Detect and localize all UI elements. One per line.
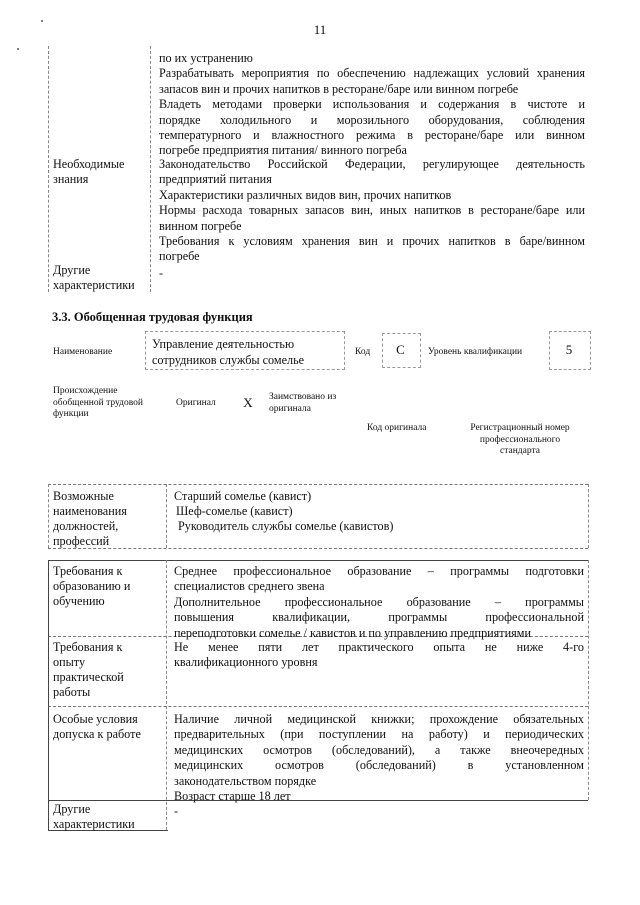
position-item: Шеф-сомелье (кавист): [176, 504, 293, 518]
text-line: порядке холодильного и морозильного оборудования, соблюдения: [159, 112, 585, 127]
reg-number-label: [455, 423, 585, 458]
code-value: C: [396, 342, 405, 357]
name-line: сотрудников службы сомелье: [152, 353, 305, 367]
original-mark: X: [243, 395, 253, 410]
position-item: Старший сомелье (кавист): [174, 489, 312, 503]
label-line: образованию и: [53, 579, 131, 593]
label-line: Заимствовано из: [269, 392, 337, 402]
label-line: знания: [53, 172, 89, 186]
table-border: [588, 560, 589, 800]
origin-label: [53, 386, 163, 421]
other-characteristics-label: [53, 263, 153, 293]
text-line: предприятий питания: [159, 172, 272, 187]
label-line: функции: [53, 409, 89, 419]
text-line: переподготовки сомелье / кавистов и по управлению предприятиями: [174, 625, 531, 640]
text-line: запасов вин и прочих напитков в ресторане/баре или винном погребе: [159, 81, 519, 96]
label-line: Другие: [53, 263, 91, 277]
scan-speck: [17, 48, 19, 50]
label-line: Происхождение: [53, 386, 118, 396]
education-label: [53, 564, 163, 609]
level-label: Уровень квалификации: [428, 347, 523, 357]
code-label: Код: [355, 347, 371, 357]
table-border: [48, 560, 49, 830]
label-line: Необходимые: [53, 157, 125, 171]
label-line: обучению: [53, 594, 105, 608]
page-number: 11: [313, 22, 327, 37]
text-line: Возраст старше 18 лет: [174, 789, 291, 804]
knowledge-cell: [159, 157, 585, 265]
text-line: Не менее пяти лет практического опыта не ниже 4-го: [174, 640, 584, 654]
name-line: Управление деятельностью: [152, 337, 295, 351]
text-line: медицинских осмотров (обследований), а также внеочередных: [174, 742, 584, 757]
label-line: Требования к: [53, 564, 123, 578]
label-line: оригинала: [269, 403, 311, 414]
actions-cell: [159, 51, 585, 159]
text-line: специалистов среднего звена: [174, 579, 325, 594]
row-divider: [48, 706, 588, 707]
table-border: [48, 560, 588, 561]
label-line: опыту: [53, 655, 86, 669]
text-line: Разрабатывать мероприятия по обеспечению надлежащих условий хранения: [159, 66, 585, 81]
label-line: должностей,: [53, 519, 119, 533]
position-item: Руководитель службы сомелье (кавистов): [178, 519, 394, 533]
label-line: стандарта: [500, 446, 540, 456]
label-line: характеристики: [53, 817, 135, 831]
table-border: [48, 484, 588, 485]
experience-label: [53, 640, 163, 700]
section-heading: 3.3. Обобщенная трудовая функция: [52, 310, 253, 324]
text-line: Дополнительное профессиональное образование – программы: [174, 594, 584, 609]
column-divider: [150, 46, 151, 292]
text-line: по их устранению: [159, 51, 253, 65]
text-line: медицинских осмотров (обследований) в установленном: [174, 758, 584, 773]
experience-value: [174, 640, 584, 671]
text-line: Среднее профессиональное образование – программы подготовки: [174, 564, 584, 578]
education-value: [174, 564, 584, 641]
original-label: Оригинал: [176, 398, 216, 408]
label-line: Другие: [53, 802, 91, 816]
label-line: Возможные: [53, 489, 114, 503]
text-line: Нормы расхода товарных запасов вин, иных напитков в ресторане/баре или: [159, 203, 585, 218]
positions-values: [174, 489, 584, 534]
text-line: Требования к условиям хранения вин и прочих напитков в баре/винном: [159, 234, 585, 249]
special-conditions-label: [53, 712, 165, 742]
table-border: [588, 484, 589, 548]
label-line: профессионального: [479, 434, 561, 445]
label-line: работы: [53, 685, 91, 699]
other-characteristics-value: -: [159, 266, 164, 280]
label-line: практической: [53, 670, 124, 684]
text-line: погребе предприятия питания/ винного погреба: [159, 143, 407, 158]
table-border: [48, 484, 49, 548]
text-line: винном погребе: [159, 218, 242, 233]
label-line: наименования: [53, 504, 127, 518]
column-divider: [166, 484, 167, 548]
text-line: Характеристики различных видов вин, прочих напитков: [159, 187, 452, 202]
label-line: профессий: [53, 534, 110, 548]
label-line: характеристики: [53, 278, 135, 292]
level-value: 5: [565, 342, 573, 357]
label-line: допуска к работе: [53, 727, 141, 741]
text-line: предварительных (при поступлении на работу) и периодических: [174, 727, 584, 742]
label-line: Требования к: [53, 640, 123, 654]
other-label: [53, 802, 165, 832]
text-line: квалификационного уровня: [174, 655, 318, 670]
borrowed-label: [269, 392, 369, 415]
table-left-border: [48, 46, 49, 292]
special-conditions-value: [174, 712, 584, 804]
name-label: Наименование: [53, 347, 113, 357]
code-original-label: Код оригинала: [367, 423, 427, 433]
column-divider: [166, 560, 167, 830]
text-line: Наличие личной медицинской книжки; прохождение обязательных: [174, 712, 584, 726]
text-line: повышения квалификации, программы профессиональной: [174, 610, 584, 625]
name-value: [152, 336, 342, 368]
other-value: -: [174, 804, 179, 818]
label-line: обобщенной трудовой: [53, 397, 143, 408]
text-line: погребе: [159, 249, 200, 264]
knowledge-label: [53, 157, 148, 187]
text-line: температурного и влажностного режима в ресторане/баре или винном: [159, 128, 585, 143]
label-line: Регистрационный номер: [470, 423, 570, 433]
positions-label: [53, 489, 163, 549]
text-line: законодательством порядке: [174, 773, 317, 788]
label-line: Особые условия: [53, 712, 138, 726]
text-line: Законодательство Российской Федерации, регулирующее деятельность: [159, 157, 585, 171]
text-line: Владеть методами проверки использования и содержания в чистоте и: [159, 97, 585, 112]
